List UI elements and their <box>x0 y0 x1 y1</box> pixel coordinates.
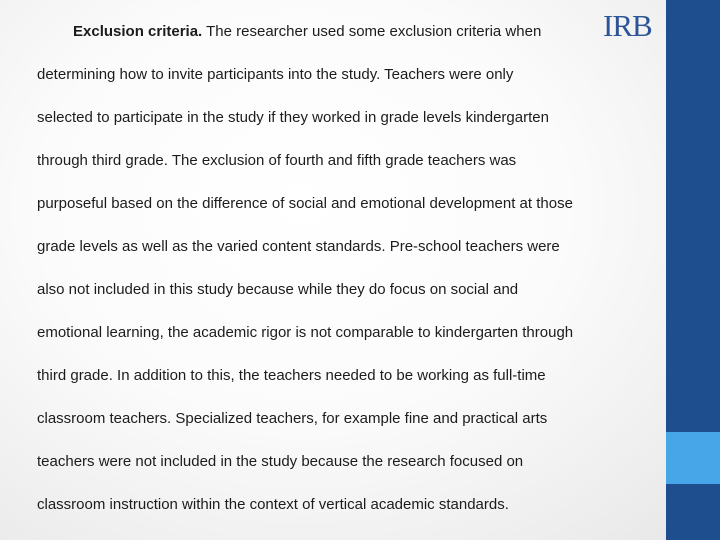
section-heading: Exclusion criteria. <box>73 23 203 40</box>
paragraph-line: grade levels as well as the varied content standards. Pre-school teachers were <box>37 238 560 255</box>
paragraph-first-line-text: The researcher used some exclusion criteria when <box>202 23 542 40</box>
paragraph-line: purposeful based on the difference of social and emotional development at those <box>37 195 573 212</box>
irb-logo: IRB <box>603 8 652 43</box>
paragraph-line: emotional learning, the academic rigor is not comparable to kindergarten through <box>37 324 574 341</box>
side-bar-highlight-segment <box>666 432 720 484</box>
paragraph-line: third grade. In addition to this, the teachers needed to be working as full-time <box>37 367 546 384</box>
paragraph-line: also not included in this study because while they do focus on social and <box>37 281 519 298</box>
paragraph-line: selected to participate in the study if they worked in grade levels kindergarten <box>37 109 549 126</box>
paragraph-line: through third grade. The exclusion of fourth and fifth grade teachers was <box>37 152 517 169</box>
side-bar-top-segment <box>666 0 720 432</box>
paragraph-line: classroom instruction within the context of vertical academic standards. <box>37 496 509 513</box>
side-accent-bar <box>666 0 720 540</box>
paragraph-line: teachers were not included in the study because the research focused on <box>37 453 524 470</box>
side-bar-bottom-segment <box>666 484 720 540</box>
paragraph-line: classroom teachers. Specialized teachers, for example fine and practical arts <box>37 410 548 427</box>
paragraph-line: determining how to invite participants into the study. Teachers were only <box>37 66 514 83</box>
paragraph-line-first <box>73 22 541 42</box>
